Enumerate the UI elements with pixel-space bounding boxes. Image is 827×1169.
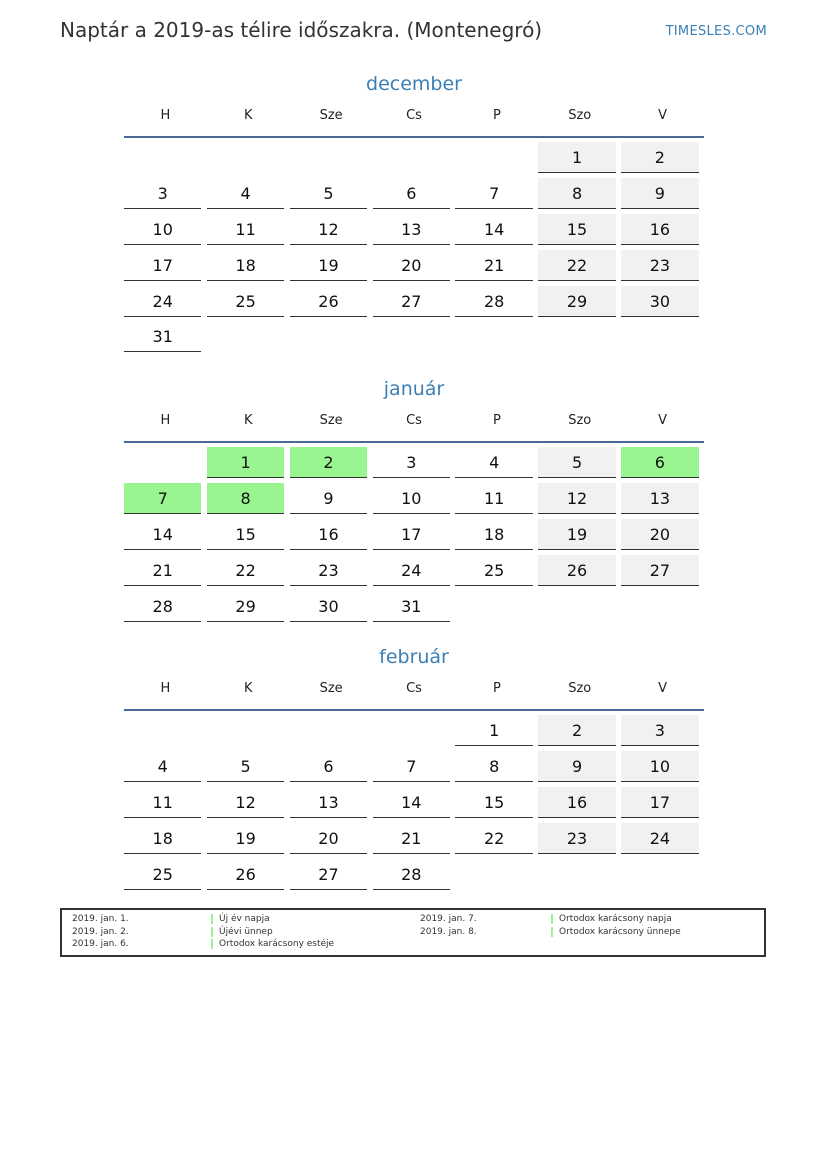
week-row — [124, 447, 704, 483]
day-cell: 17 — [124, 250, 201, 281]
empty-cell — [621, 859, 698, 890]
weekday-label: P — [492, 681, 501, 696]
empty-cell — [455, 321, 532, 352]
week-row — [124, 483, 704, 519]
empty-cell — [290, 142, 367, 173]
day-cell: 27 — [621, 555, 698, 586]
legend-date: 2019. jan. 2. — [72, 927, 129, 937]
day-cell: 17 — [373, 519, 450, 550]
week-row — [124, 859, 704, 895]
day-cell: 15 — [455, 787, 532, 818]
day-cell: 10 — [124, 214, 201, 245]
weekday-label: V — [658, 108, 668, 123]
week-row — [124, 751, 704, 787]
weekday-label: Szo — [568, 681, 592, 696]
day-cell: 24 — [373, 555, 450, 586]
day-cell: 8 — [455, 751, 532, 782]
weekday-label: K — [244, 413, 253, 428]
day-cell: 27 — [373, 286, 450, 317]
empty-cell — [207, 142, 284, 173]
day-cell: 28 — [124, 591, 201, 622]
day-cell: 28 — [455, 286, 532, 317]
day-cell: 19 — [538, 519, 615, 550]
day-cell: 3 — [373, 447, 450, 478]
day-cell: 5 — [207, 751, 284, 782]
day-cell: 30 — [290, 591, 367, 622]
day-cell: 25 — [455, 555, 532, 586]
weekday-header — [124, 407, 704, 443]
day-cell: 25 — [124, 859, 201, 890]
week-row — [124, 250, 704, 286]
empty-cell — [290, 715, 367, 746]
legend-holiday-name: Újévi ünnep — [211, 927, 273, 937]
week-row — [124, 214, 704, 250]
week-row — [124, 591, 704, 627]
day-cell: 14 — [373, 787, 450, 818]
day-cell: 3 — [124, 178, 201, 209]
day-cell: 23 — [290, 555, 367, 586]
day-cell: 7 — [124, 483, 201, 514]
day-cell: 26 — [290, 286, 367, 317]
day-cell: 11 — [124, 787, 201, 818]
day-cell: 2 — [290, 447, 367, 478]
weekday-label: Cs — [406, 108, 422, 123]
day-cell: 14 — [455, 214, 532, 245]
legend-date: 2019. jan. 6. — [72, 939, 129, 949]
day-cell: 10 — [621, 751, 698, 782]
day-cell: 16 — [621, 214, 698, 245]
legend-holiday-name: Új év napja — [211, 914, 270, 924]
holiday-legend — [60, 908, 766, 957]
day-cell: 16 — [290, 519, 367, 550]
legend-holiday-name: Ortodox karácsony estéje — [211, 939, 334, 949]
brand-link[interactable]: TIMESLES.COM — [665, 24, 767, 39]
day-cell: 4 — [207, 178, 284, 209]
day-cell: 13 — [621, 483, 698, 514]
weekday-label: Cs — [406, 681, 422, 696]
week-row — [124, 286, 704, 322]
month-title: december — [366, 73, 462, 95]
day-cell: 8 — [207, 483, 284, 514]
weekday-header — [124, 675, 704, 711]
day-cell: 1 — [207, 447, 284, 478]
day-cell: 6 — [621, 447, 698, 478]
day-cell: 2 — [621, 142, 698, 173]
day-cell: 22 — [207, 555, 284, 586]
day-cell: 21 — [373, 823, 450, 854]
month-2 — [124, 643, 704, 894]
empty-cell — [538, 321, 615, 352]
day-cell: 31 — [373, 591, 450, 622]
empty-cell — [207, 321, 284, 352]
day-cell: 29 — [207, 591, 284, 622]
day-cell: 18 — [455, 519, 532, 550]
day-cell: 11 — [455, 483, 532, 514]
empty-cell — [207, 715, 284, 746]
day-cell: 23 — [621, 250, 698, 281]
empty-cell — [455, 591, 532, 622]
week-row — [124, 178, 704, 214]
legend-date: 2019. jan. 1. — [72, 914, 129, 924]
legend-holiday-name: Ortodox karácsony ünnepe — [551, 927, 681, 937]
day-cell: 6 — [290, 751, 367, 782]
week-row — [124, 787, 704, 823]
day-cell: 20 — [373, 250, 450, 281]
day-cell: 26 — [538, 555, 615, 586]
week-row — [124, 142, 704, 178]
day-cell: 9 — [290, 483, 367, 514]
day-cell: 18 — [124, 823, 201, 854]
day-cell: 13 — [373, 214, 450, 245]
day-cell: 19 — [207, 823, 284, 854]
day-cell: 5 — [538, 447, 615, 478]
week-row — [124, 555, 704, 591]
day-cell: 10 — [373, 483, 450, 514]
day-cell: 12 — [290, 214, 367, 245]
weekday-label: V — [658, 413, 668, 428]
weekday-label: Sze — [319, 681, 343, 696]
day-cell: 7 — [455, 178, 532, 209]
day-cell: 17 — [621, 787, 698, 818]
day-cell: 18 — [207, 250, 284, 281]
empty-cell — [373, 715, 450, 746]
day-cell: 24 — [124, 286, 201, 317]
day-cell: 21 — [455, 250, 532, 281]
weekday-label: H — [160, 108, 171, 123]
day-cell: 28 — [373, 859, 450, 890]
legend-date: 2019. jan. 7. — [420, 914, 477, 924]
day-cell: 16 — [538, 787, 615, 818]
month-0 — [124, 70, 704, 357]
day-cell: 31 — [124, 321, 201, 352]
empty-cell — [621, 591, 698, 622]
weekday-label: Szo — [568, 413, 592, 428]
day-cell: 26 — [207, 859, 284, 890]
week-row — [124, 321, 704, 357]
day-cell: 19 — [290, 250, 367, 281]
empty-cell — [290, 321, 367, 352]
empty-cell — [455, 859, 532, 890]
day-cell: 11 — [207, 214, 284, 245]
empty-cell — [621, 321, 698, 352]
weekday-label: Sze — [319, 413, 343, 428]
weekday-label: P — [492, 413, 501, 428]
weekday-header — [124, 102, 704, 138]
empty-cell — [124, 142, 201, 173]
empty-cell — [455, 142, 532, 173]
month-title: február — [379, 646, 449, 668]
page-title: Naptár a 2019-as télire időszakra. (Montenegró) — [60, 18, 543, 42]
empty-cell — [538, 859, 615, 890]
weekday-label: K — [244, 681, 253, 696]
day-cell: 20 — [621, 519, 698, 550]
day-cell: 3 — [621, 715, 698, 746]
weekday-label: Sze — [319, 108, 343, 123]
day-cell: 20 — [290, 823, 367, 854]
day-cell: 13 — [290, 787, 367, 818]
day-cell: 9 — [538, 751, 615, 782]
empty-cell — [124, 715, 201, 746]
weekday-label: H — [160, 681, 171, 696]
day-cell: 25 — [207, 286, 284, 317]
day-cell: 12 — [538, 483, 615, 514]
day-cell: 1 — [455, 715, 532, 746]
day-cell: 5 — [290, 178, 367, 209]
day-cell: 12 — [207, 787, 284, 818]
day-cell: 22 — [455, 823, 532, 854]
week-row — [124, 519, 704, 555]
month-1 — [124, 375, 704, 626]
weekday-label: V — [658, 681, 668, 696]
day-cell: 6 — [373, 178, 450, 209]
day-cell: 2 — [538, 715, 615, 746]
day-cell: 27 — [290, 859, 367, 890]
empty-cell — [538, 591, 615, 622]
day-cell: 30 — [621, 286, 698, 317]
day-cell: 23 — [538, 823, 615, 854]
legend-date: 2019. jan. 8. — [420, 927, 477, 937]
weekday-label: P — [492, 108, 501, 123]
empty-cell — [373, 321, 450, 352]
day-cell: 9 — [621, 178, 698, 209]
day-cell: 24 — [621, 823, 698, 854]
legend-holiday-name: Ortodox karácsony napja — [551, 914, 672, 924]
day-cell: 4 — [455, 447, 532, 478]
day-cell: 21 — [124, 555, 201, 586]
empty-cell — [373, 142, 450, 173]
day-cell: 15 — [207, 519, 284, 550]
day-cell: 8 — [538, 178, 615, 209]
day-cell: 14 — [124, 519, 201, 550]
day-cell: 22 — [538, 250, 615, 281]
weekday-label: K — [244, 108, 253, 123]
month-title: január — [383, 378, 445, 400]
week-row — [124, 715, 704, 751]
weekday-label: Szo — [568, 108, 592, 123]
day-cell: 29 — [538, 286, 615, 317]
week-row — [124, 823, 704, 859]
day-cell: 7 — [373, 751, 450, 782]
day-cell: 15 — [538, 214, 615, 245]
empty-cell — [124, 447, 201, 478]
day-cell: 1 — [538, 142, 615, 173]
weekday-label: H — [160, 413, 171, 428]
day-cell: 4 — [124, 751, 201, 782]
weekday-label: Cs — [406, 413, 422, 428]
